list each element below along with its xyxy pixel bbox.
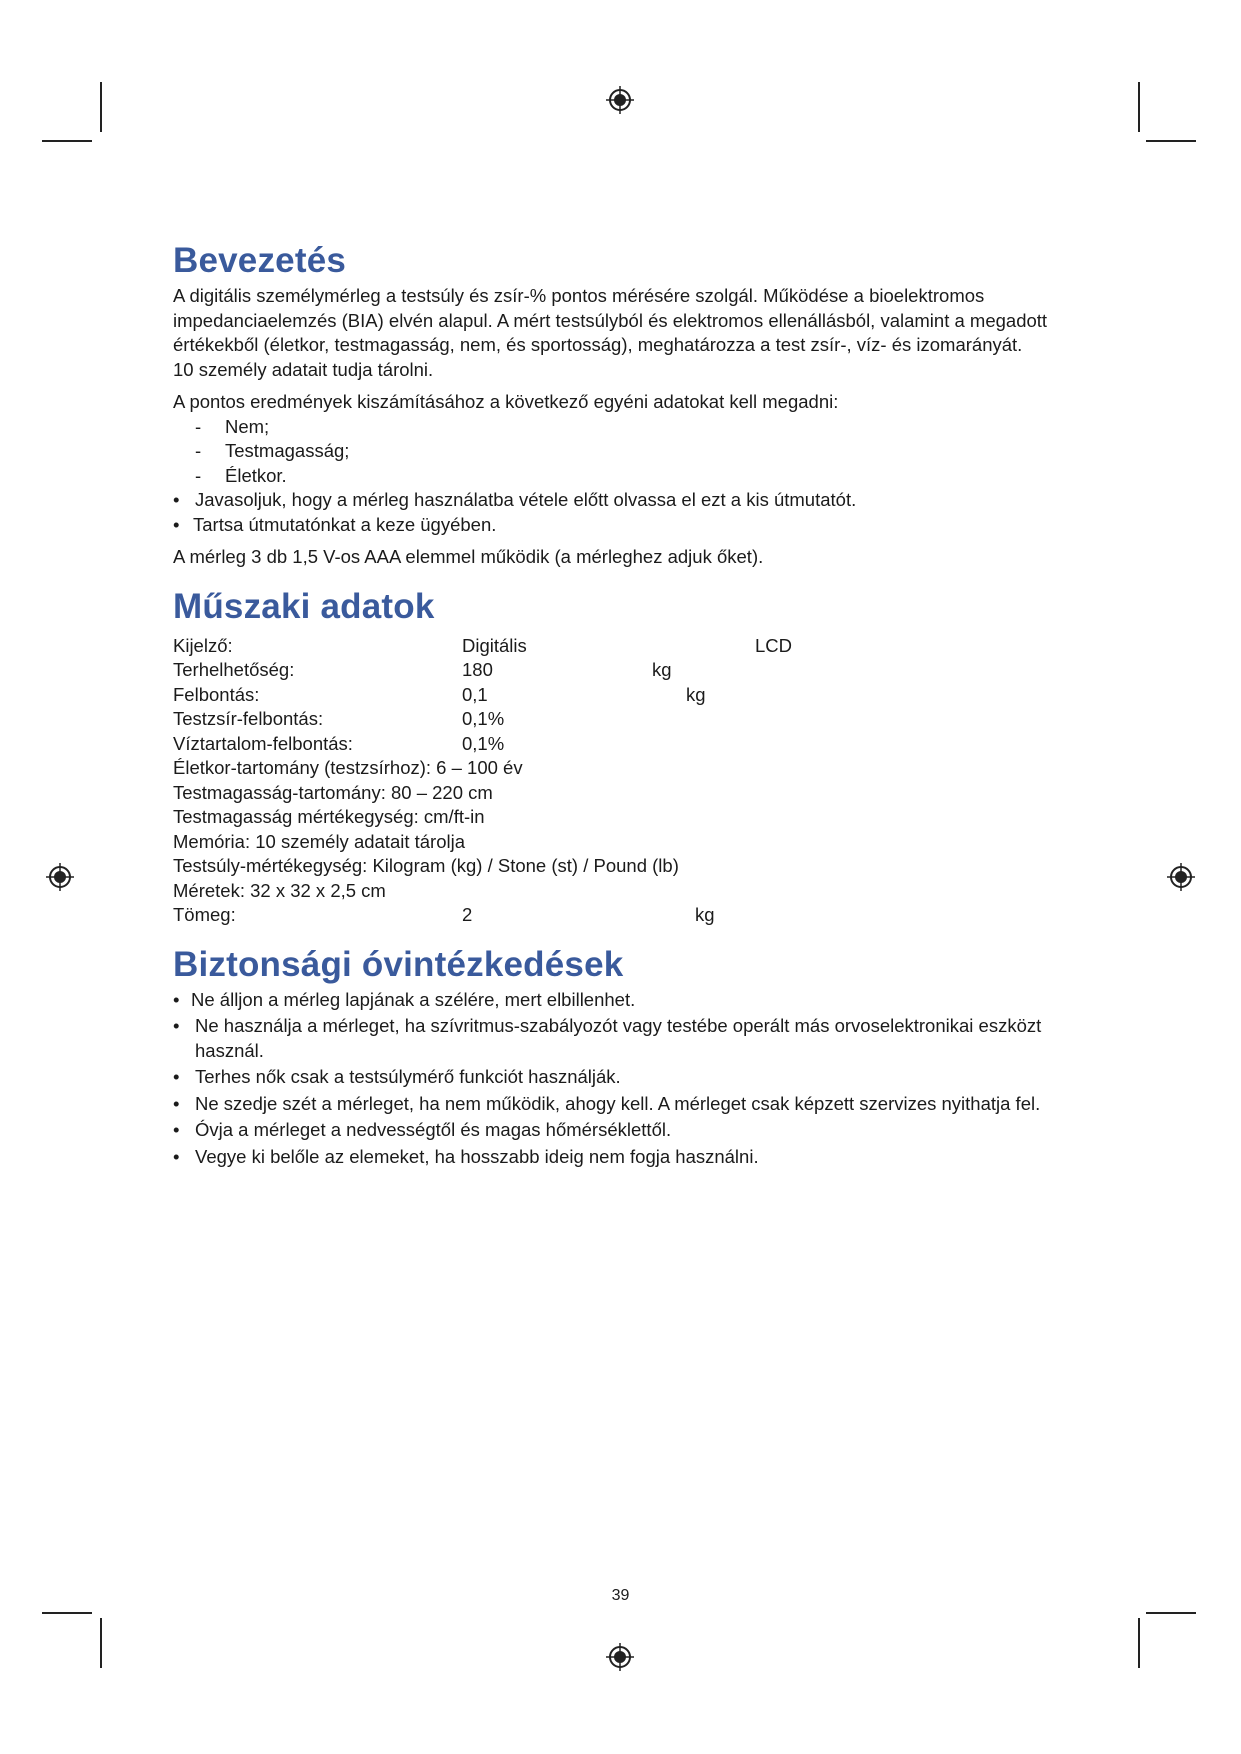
document-body <box>173 238 1093 1171</box>
crop-mark <box>100 1618 102 1668</box>
crop-mark <box>42 1612 92 1614</box>
list-item: - Testmagasság; <box>195 440 350 461</box>
crop-mark <box>1138 82 1140 132</box>
list-item: • Ne szedje szét a mérleget, ha nem működik, ahogy kell. A mérleget csak képzett szervizes nyithatja fel. <box>173 1092 1041 1114</box>
crop-mark <box>1138 1618 1140 1668</box>
list-item: • Terhes nők csak a testsúlymérő funkciót használják. <box>173 1066 621 1087</box>
list-item: • Ne használja a mérleget, ha szívritmus-szabályozót vagy testébe operált más orvoselektronikai eszközt használ. <box>173 1015 1042 1061</box>
section-title-intro: Bevezetés <box>173 241 347 280</box>
spec-row-display: Kijelző: Digitális LCD <box>173 634 793 656</box>
section-title-specs: Műszaki adatok <box>173 586 435 626</box>
list-item: - Nem; <box>195 415 270 437</box>
list-item: • Javasoljuk, hogy a mérleg használatba vétele előtt olvassa el ezt a kis útmutatót. <box>173 489 857 510</box>
spec-row-age-range: Életkor-tartomány (testzsírhoz): 6 – 100 év <box>173 757 523 778</box>
spec-row-memory: Memória: 10 személy adatait tárolja <box>173 830 466 852</box>
registration-mark-icon <box>605 1642 635 1672</box>
intro-paragraph: A digitális személymérleg a testsúly és zsír-% pontos mérésére szolgál. Működése a bioelektromos impedanciaelemzés (BIA) elvén alapul. A mért testsúlyból és elektromos ellenállásból, valamint a megadott értékekből (életkor, testmagasság, nem, és sportosság), meghatározza a test zsír-, víz- és izomarányát. <box>173 285 1048 355</box>
intro-storage: 10 személy adatait tudja tárolni. <box>173 358 434 380</box>
crop-mark <box>100 82 102 132</box>
spec-row-height-unit: Testmagasság mértékegység: cm/ft-in <box>173 806 485 827</box>
crop-mark <box>1146 1612 1196 1614</box>
page-number: 39 <box>611 1587 630 1604</box>
registration-mark-icon <box>1166 862 1196 892</box>
spec-row-capacity: Terhelhetőség: 180 kg <box>173 659 672 680</box>
spec-row-mass: Tömeg: 2 kg <box>173 904 715 925</box>
registration-mark-icon <box>605 85 635 115</box>
crop-mark <box>1146 140 1196 142</box>
list-item: • Vegye ki belőle az elemeket, ha hosszabb ideig nem fogja használni. <box>173 1145 759 1167</box>
intro-required-data: A pontos eredmények kiszámításához a következő egyéni adatokat kell megadni: <box>173 391 839 412</box>
section-title-safety: Biztonsági óvintézkedések <box>173 944 624 984</box>
intro-battery: A mérleg 3 db 1,5 V-os AAA elemmel működik (a mérleghez adjuk őket). <box>173 546 764 567</box>
list-item: • Ne álljon a mérleg lapjának a szélére, mert elbillenhet. <box>173 988 636 1010</box>
spec-row-weight-unit: Testsúly-mértékegység: Kilogram (kg) / Stone (st) / Pound (lb) <box>173 855 679 876</box>
list-item: • Tartsa útmutatónkat a keze ügyében. <box>173 513 497 535</box>
list-item: • Óvja a mérleget a nedvességtől és magas hőmérséklettől. <box>173 1119 672 1140</box>
crop-mark <box>42 140 92 142</box>
spec-row-resolution: Felbontás: 0,1 kg <box>173 683 706 705</box>
spec-row-dimensions: Méretek: 32 x 32 x 2,5 cm <box>173 879 386 901</box>
spec-row-height-range: Testmagasság-tartomány: 80 – 220 cm <box>173 781 493 803</box>
spec-row-water-resolution: Víztartalom-felbontás: 0,1% <box>173 732 505 754</box>
registration-mark-icon <box>45 862 75 892</box>
list-item: - Életkor. <box>195 464 287 486</box>
spec-row-fat-resolution: Testzsír-felbontás: 0,1% <box>173 708 505 729</box>
